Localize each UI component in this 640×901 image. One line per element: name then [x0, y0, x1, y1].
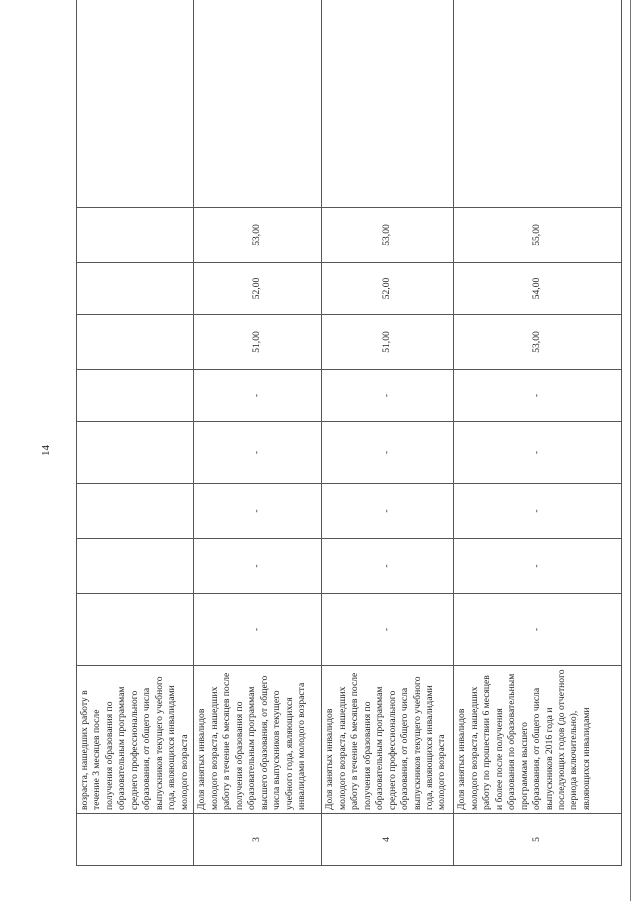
value-cell: -: [454, 539, 622, 594]
value-cell: -: [194, 594, 322, 666]
value-cell: 51,00: [322, 315, 454, 370]
value-cell: -: [454, 594, 622, 666]
value-cell: [194, 0, 322, 208]
value-cell: -: [194, 539, 322, 594]
value-cell: -: [454, 484, 622, 539]
value-cell: 52,00: [322, 263, 454, 315]
indicators-table: [76, 0, 622, 866]
value-cell: [322, 0, 454, 208]
value-cell: [77, 484, 194, 539]
value-cell: 53,00: [322, 208, 454, 263]
page-bottom-rule: [630, 0, 631, 901]
value-cell: [77, 263, 194, 315]
value-cell: 52,00: [194, 263, 322, 315]
value-cell: 55,00: [454, 208, 622, 263]
value-cell: -: [454, 422, 622, 484]
indicator-description: Доля занятых инвалидов молодого возраста, нашедших работу по прошествии 6 месяцев и более после получения образования по образовательным программам высшего образования, от общего числа выпускников 2016 года и последующих годов (до отчетного периода включительно), являющихся инвалидами: [454, 666, 622, 814]
row-number: [77, 814, 194, 866]
value-cell: -: [194, 484, 322, 539]
value-cell: [77, 539, 194, 594]
table-row: [77, 0, 194, 866]
table-row: [194, 0, 322, 866]
value-cell: -: [194, 422, 322, 484]
value-cell: [77, 315, 194, 370]
row-number: 4: [322, 814, 454, 866]
value-cell: -: [454, 370, 622, 422]
value-cell: 51,00: [194, 315, 322, 370]
value-cell: [77, 594, 194, 666]
value-cell: -: [322, 422, 454, 484]
value-cell: -: [322, 539, 454, 594]
value-cell: 53,00: [454, 315, 622, 370]
value-cell: [77, 422, 194, 484]
value-cell: -: [194, 370, 322, 422]
indicator-description: возраста, нашедших работу в течение 3 месяцев после получения образования по образовательным программам среднего профессионального образования, от общего числа выпускников текущего учебного года, являющихся инвалидами молодого возраста: [77, 666, 194, 814]
row-number: 3: [194, 814, 322, 866]
row-number: 5: [454, 814, 622, 866]
table-row: [454, 0, 622, 866]
indicator-description: Доля занятых инвалидов молодого возраста, нашедших работу в течение 6 месяцев после получения образования по образовательным программам среднего профессионального образования, от общего числа выпускников текущего учебного года, являющихся инвалидами молодого возраста: [322, 666, 454, 814]
value-cell: -: [322, 484, 454, 539]
value-cell: -: [322, 594, 454, 666]
value-cell: [454, 0, 622, 208]
table-row: [322, 0, 454, 866]
indicator-description: Доля занятых инвалидов молодого возраста, нашедших работу в течение 6 месяцев после получения образования по образовательным программам высшего образования, от общего числа выпускников текущего учебного года, являющихся инвалидами молодого возраста: [194, 666, 322, 814]
value-cell: [77, 0, 194, 208]
value-cell: [77, 370, 194, 422]
value-cell: [77, 208, 194, 263]
value-cell: -: [322, 370, 454, 422]
value-cell: 54,00: [454, 263, 622, 315]
page-number: 14: [40, 445, 52, 456]
value-cell: 53,00: [194, 208, 322, 263]
